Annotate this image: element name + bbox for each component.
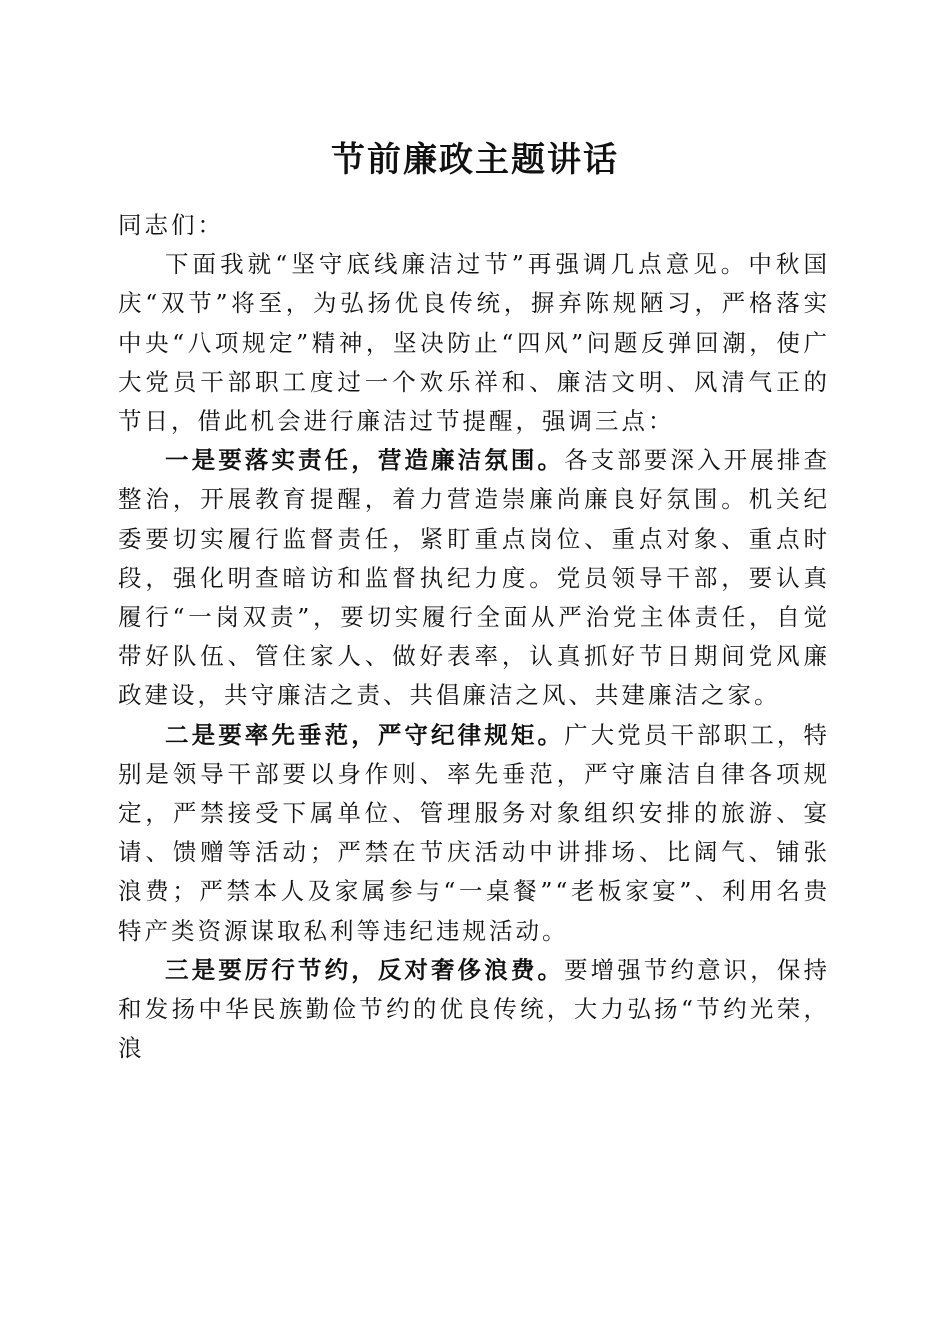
point-lead-3: 三是要厉行节约，反对奢侈浪费。 bbox=[165, 955, 565, 984]
intro-paragraph: 下面我就“坚守底线廉洁过节”再强调几点意见。中秋国庆“双节”将至，为弘扬优良传统，摒弃陈规陋习，严格落实中央“八项规定”精神，坚决防止“四风”问题反弹回潮，使广大党员干部职工度过一个欢乐祥和、廉洁文明、风清气正的节日，借此机会进行廉洁过节提醒，强调三点： bbox=[118, 250, 830, 436]
point-text-3: 要增强节约意识，保持和发扬中华民族勤俭节约的优良传统，大力弘扬“节约光荣，浪 bbox=[118, 955, 830, 1063]
point-text-2: 广大党员干部职工，特别是领导干部要以身作则、率先垂范，严守廉洁自律各项规定，严禁接受下属单位、管理服务对象组织安排的旅游、宴请、馈赠等活动；严禁在节庆活动中讲排场、比阔气、铺张浪费；严禁本人及家属参与“一桌餐”“老板家宴”、利用名贵特产类资源谋取私利等违纪违规活动。 bbox=[118, 720, 830, 945]
point-paragraph-2 bbox=[118, 716, 830, 951]
document-body bbox=[118, 206, 830, 1068]
salutation: 同志们： bbox=[118, 211, 224, 239]
point-text-1: 各支部要深入开展排查整治，开展教育提醒，着力营造崇廉尚廉良好氛围。机关纪委要切实履行监督责任，紧盯重点岗位、重点对象、重点时段，强化明查暗访和监督执纪力度。党员领导干部，要认真履行“一岗双责”，要切实履行全面从严治党主体责任，自觉带好队伍、管住家人、做好表率，认真抓好节日期间党风廉政建设，共守廉洁之责、共倡廉洁之风、共建廉洁之家。 bbox=[118, 446, 830, 710]
point-lead-2: 二是要率先垂范，严守纪律规矩。 bbox=[165, 720, 565, 749]
point-paragraph-3 bbox=[118, 951, 830, 1069]
document-title: 节前廉政主题讲话 bbox=[331, 140, 619, 180]
point-lead-1: 一是要落实责任，营造廉洁氛围。 bbox=[165, 446, 565, 475]
point-paragraph-1 bbox=[118, 441, 830, 715]
